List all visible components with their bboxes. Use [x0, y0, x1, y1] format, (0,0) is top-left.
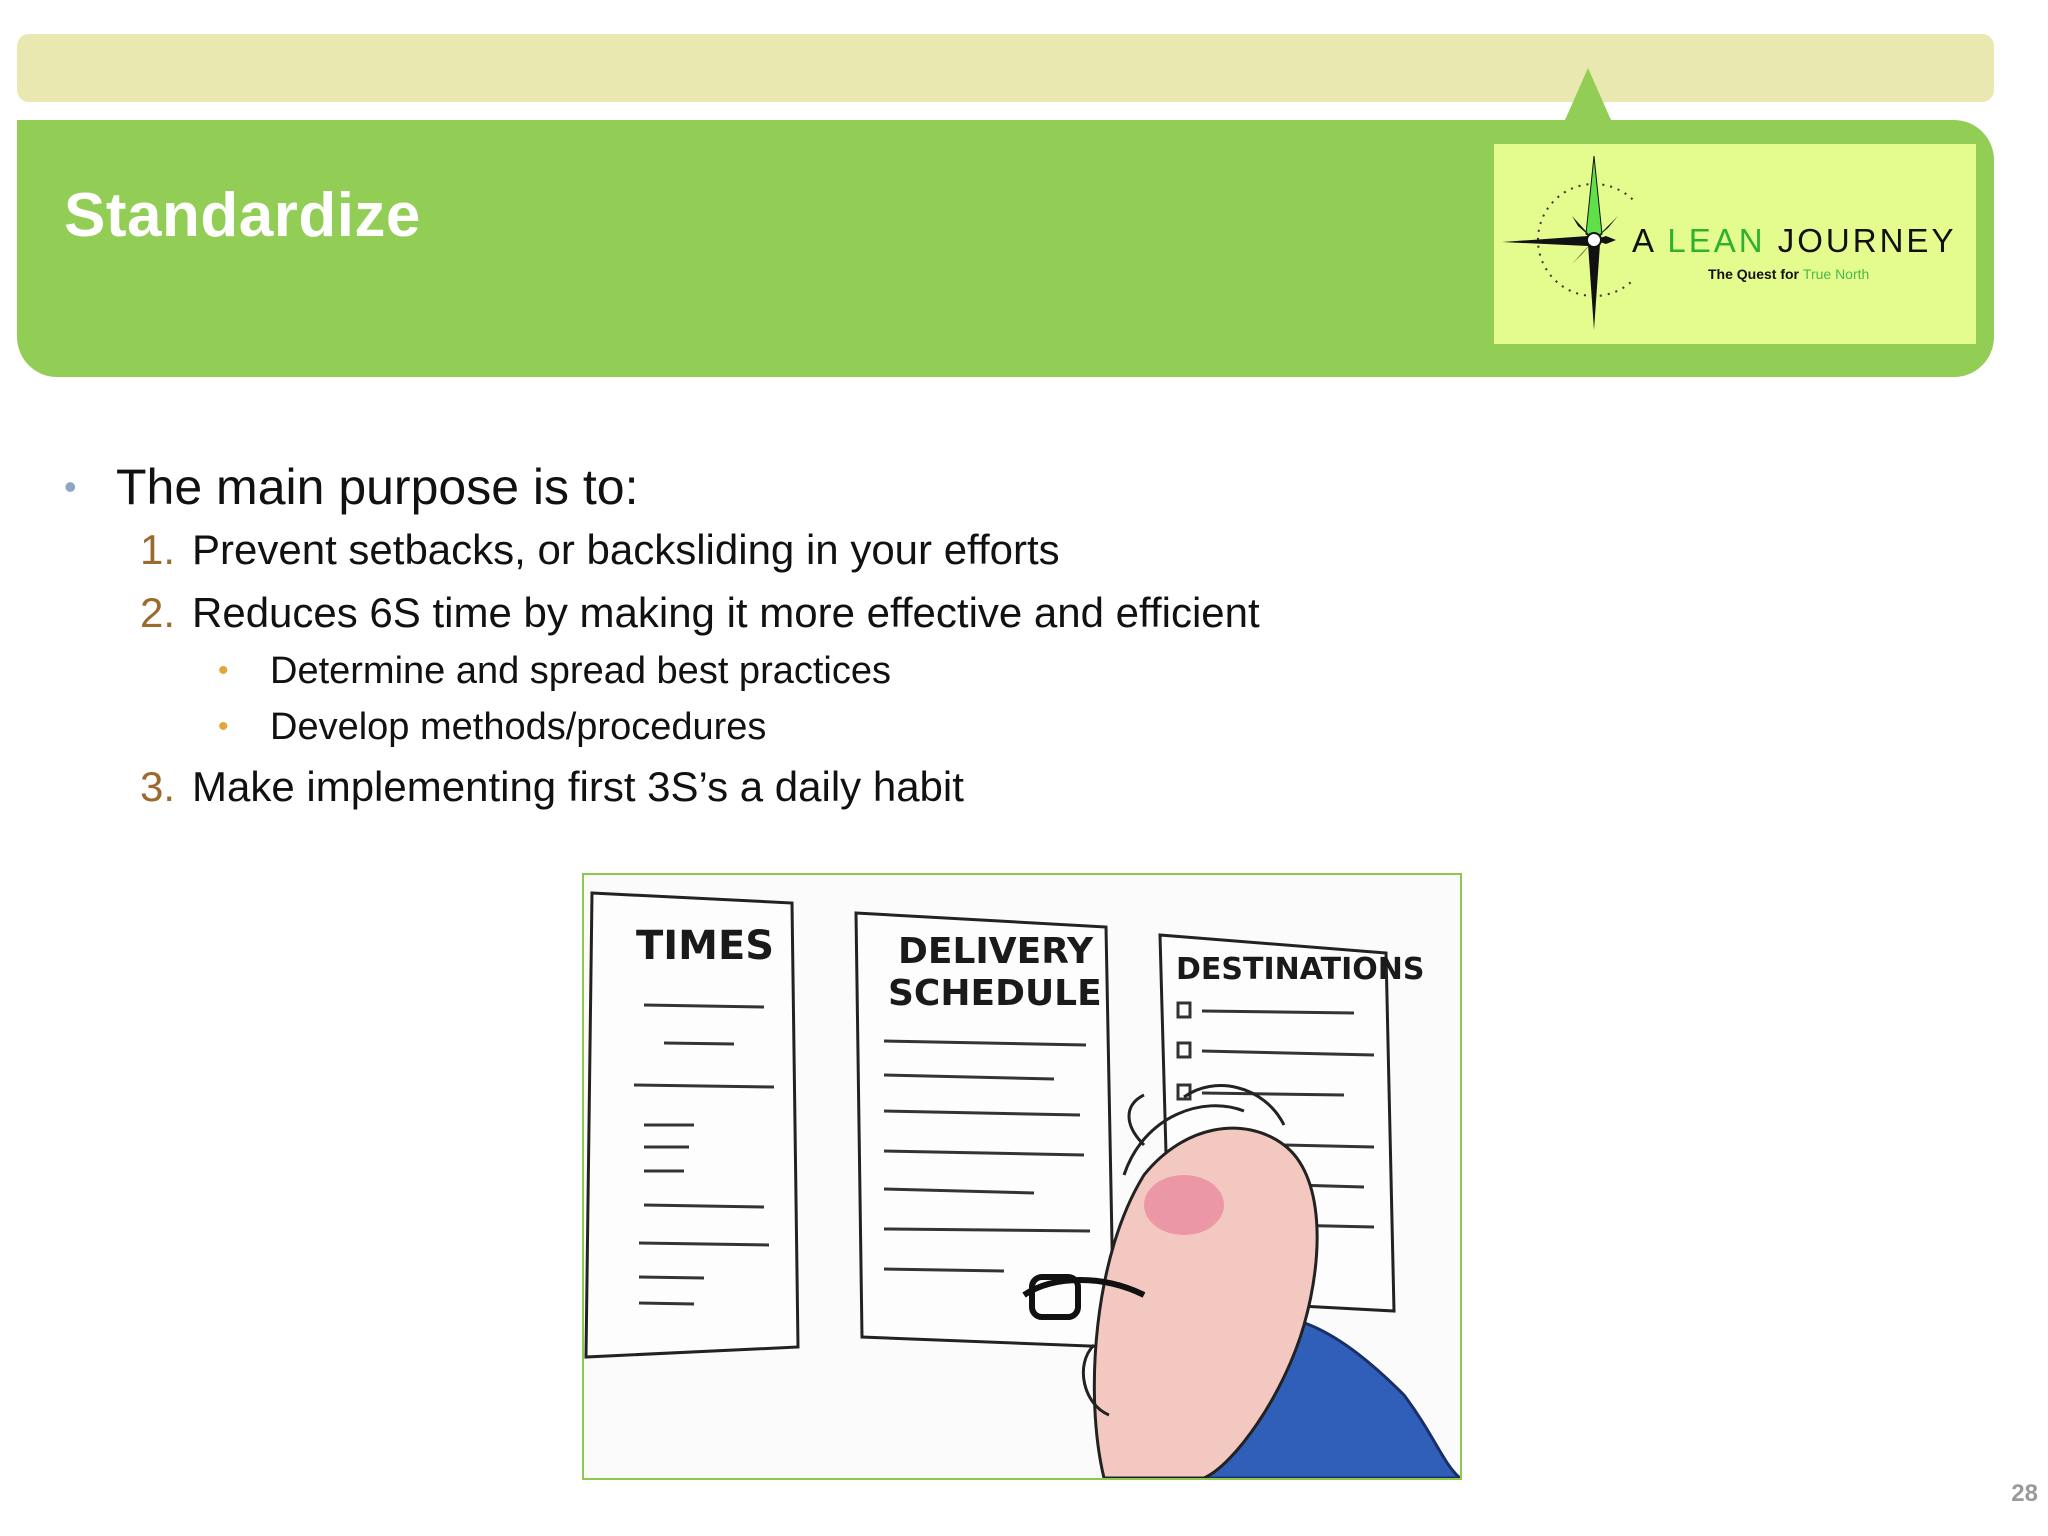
sub-bullet-icon: •	[218, 710, 229, 743]
board-label: TIMES	[636, 923, 775, 969]
lean-journey-logo	[1494, 144, 1976, 344]
board-label: DELIVERY	[898, 931, 1094, 972]
bullet-icon: •	[64, 466, 77, 507]
item-number: 2.	[140, 589, 176, 636]
subitem-text: Determine and spread best practices	[270, 650, 891, 692]
slide-title: Standardize	[64, 181, 421, 250]
item-number: 1.	[140, 526, 176, 573]
item-text: Make implementing first 3S’s a daily habit	[192, 763, 964, 810]
title-bar	[17, 120, 1994, 377]
compass-icon	[1494, 144, 1634, 344]
top-band	[17, 34, 1994, 102]
board-label: SCHEDULE	[888, 973, 1102, 1014]
intro-text: The main purpose is to:	[116, 459, 639, 515]
item-number: 3.	[140, 763, 176, 810]
title-bar-pointer	[1565, 68, 1611, 120]
page-number: 28	[2011, 1480, 2038, 1507]
item-text: Prevent setbacks, or backsliding in your efforts	[192, 526, 1060, 573]
item-text: Reduces 6S time by making it more effective and efficient	[192, 589, 1260, 636]
logo-tagline: The Quest for True North	[1708, 266, 1870, 282]
sub-bullet-icon: •	[218, 654, 229, 687]
board-label: DESTINATIONS	[1176, 952, 1425, 987]
schedule-boards-illustration	[582, 873, 1462, 1480]
subitem-text: Develop methods/procedures	[270, 706, 767, 748]
logo-name: A LEAN JOURNEY	[1632, 222, 1957, 259]
